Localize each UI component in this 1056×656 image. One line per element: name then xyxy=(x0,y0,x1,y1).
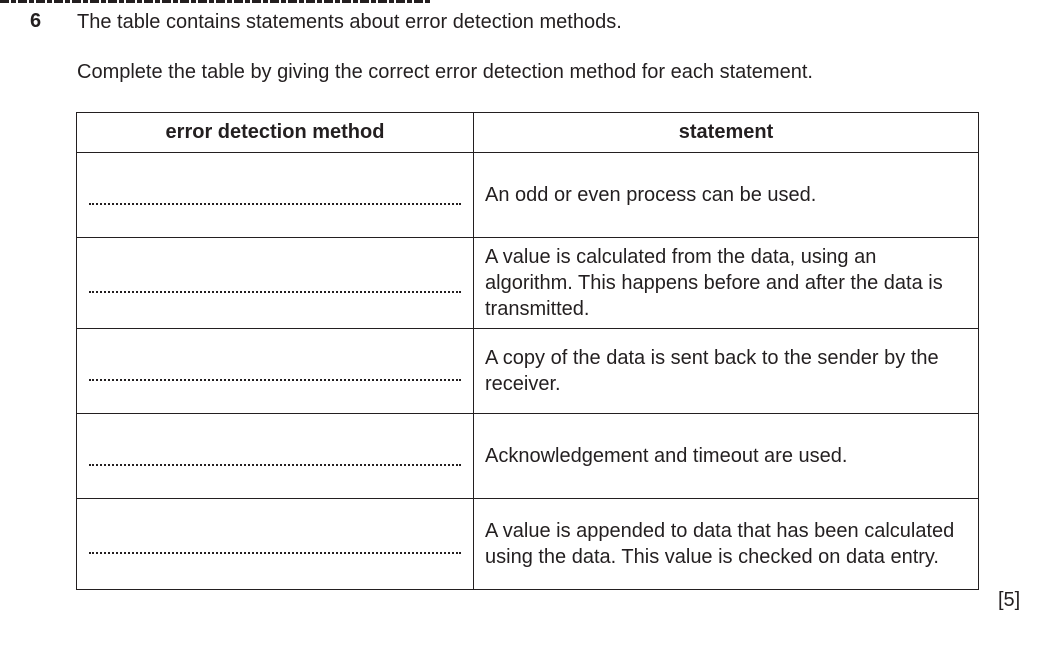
method-answer-cell[interactable] xyxy=(77,238,474,329)
method-answer-cell[interactable] xyxy=(77,153,474,238)
statement-cell: An odd or even process can be used. xyxy=(474,153,979,238)
question-text: The table contains statements about error detection methods. xyxy=(77,11,622,33)
header-error-detection-method: error detection method xyxy=(77,113,474,153)
question-number: 6 xyxy=(30,10,42,32)
answer-dotted-line[interactable] xyxy=(89,191,461,205)
statement-cell: A value is calculated from the data, using an algorithm. This happens before and after the data is transmitted. xyxy=(474,238,979,329)
method-answer-cell[interactable] xyxy=(77,414,474,499)
answer-dotted-line[interactable] xyxy=(89,367,461,381)
question-instruction: Complete the table by giving the correct error detection method for each statement. xyxy=(77,61,813,83)
table-header-row xyxy=(77,113,979,153)
table-row xyxy=(77,499,979,590)
method-answer-cell[interactable] xyxy=(77,329,474,414)
marks-label: [5] xyxy=(998,589,1021,611)
statement-cell: A value is appended to data that has been calculated using the data. This value is checked on data entry. xyxy=(474,499,979,590)
statement-cell: A copy of the data is sent back to the sender by the receiver. xyxy=(474,329,979,414)
answer-dotted-line[interactable] xyxy=(89,279,461,293)
error-detection-table xyxy=(76,112,979,590)
table-row xyxy=(77,329,979,414)
method-answer-cell[interactable] xyxy=(77,499,474,590)
statement-cell: Acknowledgement and timeout are used. xyxy=(474,414,979,499)
header-statement: statement xyxy=(474,113,979,153)
answer-dotted-line[interactable] xyxy=(89,540,461,554)
page-top-edge-strip xyxy=(0,0,432,3)
table-row xyxy=(77,238,979,329)
table-row xyxy=(77,153,979,238)
table-row xyxy=(77,414,979,499)
answer-dotted-line[interactable] xyxy=(89,452,461,466)
